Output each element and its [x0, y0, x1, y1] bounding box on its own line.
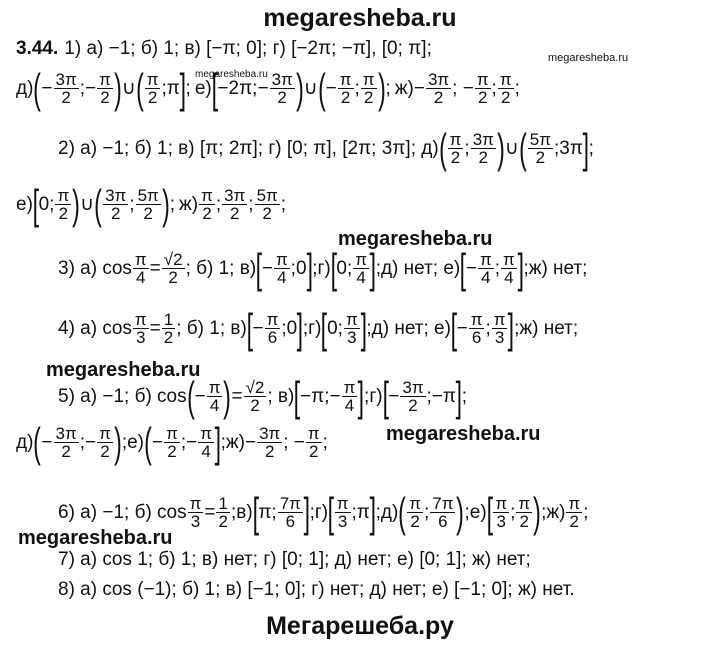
answer-text: 6) а) −1; б) cos [58, 501, 187, 523]
label: е) [127, 431, 145, 453]
watermark-small: megaresheba.ru [548, 52, 629, 64]
answer-line-11 [58, 579, 575, 601]
answer-line-9: 6) а) −1; б) cos $\frac{\pi}{3}$ = $\frac{1}{2}$ ; в) [ π; $\frac{7\pi}{6}$ ] ; г) [ $\frac{\pi}{3}$ ;π ] ; д) ( $\frac{\pi}{2}$ ; $\frac{7\pi}{6}$ ) ; е) [ $\frac{\pi}{3}$ ; $\frac{\pi}{2}$ ) ; ж) $\frac{\pi}{2}$ ; [58, 489, 589, 536]
label: д) [16, 431, 34, 453]
answer-text: ; б) 1; в) [185, 257, 257, 279]
watermark-small: megaresheba.ru [195, 69, 268, 80]
watermark: megaresheba.ru [386, 423, 541, 445]
answer-text: д) нет; е) [380, 257, 461, 279]
label: д) [16, 77, 34, 99]
watermark: megaresheba.ru [338, 228, 493, 250]
answer-text: ж) нет; [528, 257, 588, 279]
answer-text: 2) а) −1; б) 1; в) [π; 2π]; г) [0; π], [2π; 3π]; д) [58, 137, 439, 159]
label: е) [469, 501, 487, 523]
answer-text: 1) а) −1; б) 1; в) [−π; 0]; г) [−2π; −π], [0; π]; [64, 38, 432, 59]
answer-line-1 [16, 38, 432, 60]
label: г) [317, 257, 331, 279]
label: г) [308, 317, 322, 339]
answer-line-8: д) ( − $\frac{3\pi}{2}$ ;− $\frac{\pi}{2}$ ) ; е) ( − $\frac{\pi}{2}$ ;− $\frac{\pi}{4}$ ] ; ж) − $\frac{3\pi}{2}$ ; − $\frac{\pi}{2}$ ; [16, 419, 328, 466]
answer-text: ; в) [267, 385, 295, 407]
answer-text: 5) а) −1; б) cos [58, 385, 187, 407]
answer-line-2: д) ( − $\frac{3\pi}{2}$ ;− $\frac{\pi}{2}$ ) ∪ ( $\frac{\pi}{2}$ ;π ] ; е) [ −2π;− $\frac{3\pi}{2}$ ) ∪ ( − $\frac{\pi}{2}$ ; $\frac{\pi}{2}$ ) ; ж) − $\frac{3\pi}{2}$ ; − $\frac{\pi}{2}$ ; $\frac{\pi}{2}$ ; [16, 65, 520, 112]
answer-text: ; б) 1; в) [176, 317, 247, 339]
problem-number: 3.44. [16, 38, 59, 59]
label: е) [194, 77, 212, 99]
answer-line-3: 2) а) −1; б) 1; в) [π; 2π]; г) [0; π], [2π; 3π]; д) ( $\frac{\pi}{2}$ ; $\frac{3\pi}{2}$ ) ∪ ( $\frac{5\pi}{2}$ ;3π ] ; [58, 125, 594, 172]
answer-text: 7) а) cos 1; б) 1; в) нет; г) [0; 1]; д) нет; е) [0; 1]; ж) нет; [58, 549, 531, 570]
answer-text: 4) а) cos [58, 317, 132, 339]
answer-text: 3) а) cos [58, 257, 132, 279]
watermark: megaresheba.ru [18, 527, 173, 549]
answer-text: д) нет; е) [371, 317, 451, 339]
watermark-bottom: Мегарешеба.ру [266, 612, 454, 640]
label: ж) [394, 77, 414, 99]
answer-line-5: 3) а) cos $\frac{\pi}{4}$ = $\frac{√2}{2}$ ; б) 1; в) [ − $\frac{\pi}{4}$ ;0 ] ; г) [ 0; $\frac{\pi}{4}$ ] ; д) нет; е) [ − $\frac{\pi}{4}$ ; $\frac{\pi}{4}$ ] ; ж) нет; [58, 245, 588, 292]
label: г) [369, 385, 383, 407]
answer-text: 8) а) cos (−1); б) 1; в) [−1; 0]; г) нет; д) нет; е) [−1; 0]; ж) нет. [58, 579, 575, 600]
label: д) [380, 501, 399, 523]
watermark-top: megaresheba.ru [263, 4, 457, 32]
answer-line-6: 4) а) cos $\frac{\pi}{3}$ = $\frac{1}{2}$ ; б) 1; в) [ − $\frac{\pi}{6}$ ;0 ] ; г) [ 0; $\frac{\pi}{3}$ ] ; д) нет; е) [ − $\frac{\pi}{6}$ ; $\frac{\pi}{3}$ ] ; ж) нет; [58, 305, 579, 352]
label: ж) [225, 431, 245, 453]
answer-line-10 [58, 549, 531, 571]
label: е) [16, 193, 33, 215]
answer-text: ж) нет; [519, 317, 579, 339]
label: ж) [546, 501, 566, 523]
watermark: megaresheba.ru [46, 359, 201, 381]
answer-line-4: е) [ 0; $\frac{\pi}{2}$ ) ∪ ( $\frac{3\pi}{2}$ ; $\frac{5\pi}{2}$ ) ; ж) $\frac{\pi}{2}$ ; $\frac{3\pi}{2}$ ; $\frac{5\pi}{2}$ ; [16, 181, 287, 228]
label: ж) [179, 193, 199, 215]
label: в) [236, 501, 253, 523]
label: г) [314, 501, 329, 523]
answer-line-7: 5) а) −1; б) cos ( − $\frac{\pi}{4}$ ) = $\frac{√2}{2}$ ; в) [ −π;− $\frac{\pi}{4}$ ] ; г) [ − $\frac{3\pi}{2}$ ;−π ] ; [58, 373, 467, 420]
